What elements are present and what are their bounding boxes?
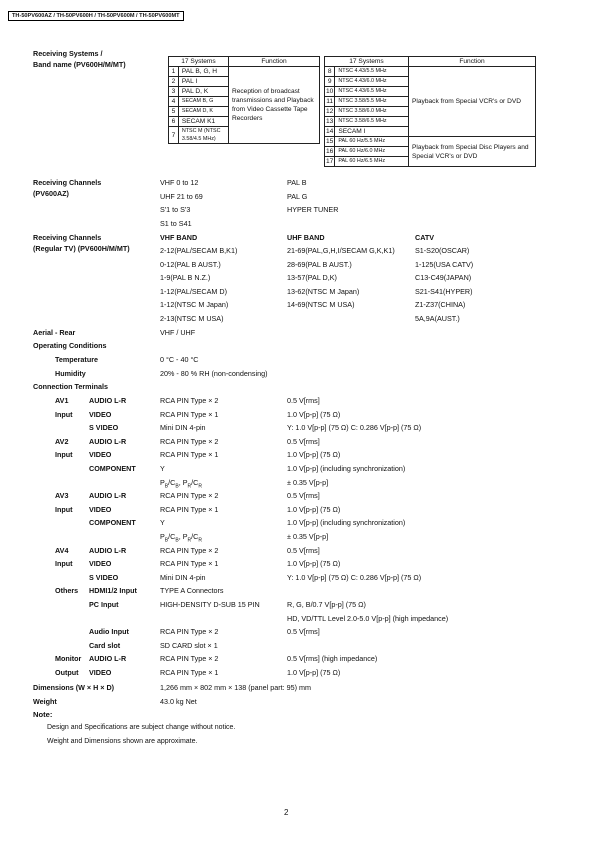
terminal-type: TYPE A Connectors: [160, 586, 224, 596]
uhf-item: 13-62(NTSC M Japan): [287, 287, 360, 296]
right-row-num: 15: [326, 138, 334, 145]
right-row-system: NTSC 3.58/6.0 MHz: [335, 107, 409, 117]
channels-az-label-2: (PV600AZ): [33, 189, 69, 198]
terminal-type: $P_B/C_B$, $P_R/C_R$: [160, 477, 202, 490]
right-row-num: 9: [325, 77, 335, 87]
right-row-system: NTSC 3.58/5.5 MHz: [335, 97, 409, 107]
note-line-1: Design and Specifications are subject change without notice.: [47, 724, 236, 731]
terminal-signal: VIDEO: [89, 409, 112, 419]
catv-item: 5A,9A(AUST.): [415, 314, 460, 323]
terminal-type: Y: [160, 464, 165, 473]
band-table-right: [324, 56, 536, 167]
vhf-item: 2-12(PAL/SECAM B,K1): [160, 246, 238, 255]
terminal-type: RCA PIN Type × 2: [160, 654, 219, 664]
right-row-num: 12: [326, 108, 334, 115]
right-row-system: NTSC 4.43/6.0 MHz: [335, 77, 409, 87]
left-row-system: NTSC M (NTSC 3.58/4.5 MHz): [178, 127, 228, 144]
terminal-group: Input: [55, 559, 73, 569]
terminal-group: AV3: [55, 491, 69, 501]
left-row-num: 4: [169, 97, 179, 107]
left-row-system: SECAM B, G: [178, 97, 228, 107]
band-label-1: Receiving Systems /: [33, 49, 103, 58]
terminal-value: 0.5 V[rms]: [287, 627, 320, 637]
catv-item: S1-S20(OSCAR): [415, 246, 470, 255]
dimensions-value: 1,266 mm × 802 mm × 138 (panel part: 95) mm: [160, 683, 312, 692]
terminal-group: Input: [55, 450, 73, 460]
channels-reg-label-2: (Regular TV) (PV600H/M/MT): [33, 244, 130, 253]
terminal-type: RCA PIN Type × 1: [160, 504, 219, 514]
terminal-value: ± 0.35 V[p-p]: [287, 532, 329, 541]
vhf-item: 1-12(PAL/SECAM D): [160, 287, 227, 296]
left-row-system: SECAM D, K: [178, 107, 228, 117]
humidity-value: 20% - 80 % RH (non-condensing): [160, 369, 268, 378]
catv-head: CATV: [415, 233, 435, 242]
vhf-item: 0-12(PAL B AUST.): [160, 260, 221, 269]
terminal-value: 0.5 V[rms]: [287, 545, 320, 555]
terminal-value: R, G, B/0.7 V[p-p] (75 Ω): [287, 600, 366, 609]
model-header: TH-50PV600AZ / TH-50PV600H / TH-50PV600M / TH-50PV600MT: [8, 11, 184, 21]
terminal-type: $P_B/C_B$, $P_R/C_R$: [160, 532, 202, 544]
terminal-type: RCA PIN Type × 2: [160, 545, 219, 555]
right-row-num: 16: [326, 148, 334, 155]
temperature-value: 0 °C - 40 °C: [160, 355, 199, 364]
right-row-num: 13: [326, 118, 334, 125]
az-row-a: VHF 0 to 12: [160, 178, 199, 187]
left-row-num: 2: [169, 77, 179, 87]
left-row-num: 6: [169, 117, 179, 127]
catv-item: Z1-Z37(CHINA): [415, 300, 466, 309]
terminal-type: RCA PIN Type × 1: [160, 559, 219, 569]
uhf-item: 13-57(PAL D,K): [287, 273, 337, 282]
terminal-type: Mini DIN 4-pin: [160, 423, 206, 433]
terminal-value: 1.0 V[p-p] (75 Ω): [287, 559, 341, 569]
terminal-signal: AUDIO L-R: [89, 654, 127, 664]
terminal-type: RCA PIN Type × 1: [160, 409, 219, 419]
uhf-band-head: UHF BAND: [287, 233, 325, 242]
terminal-value: 0.5 V[rms]: [287, 396, 320, 405]
terminal-value: 1.0 V[p-p] (75 Ω): [287, 450, 341, 460]
left-row-system: PAL D, K: [178, 87, 228, 97]
terminal-signal: AUDIO L-R: [89, 491, 127, 501]
terminal-signal: Card slot: [89, 640, 121, 650]
terminal-type: Mini DIN 4-pin: [160, 572, 206, 582]
terminal-value: 1.0 V[p-p] (75 Ω): [287, 409, 341, 419]
vhf-item: 1-9(PAL B N.Z.): [160, 273, 211, 282]
terminal-group: Input: [55, 504, 73, 514]
catv-item: 1-125(USA CATV): [415, 260, 474, 269]
terminal-type: RCA PIN Type × 1: [160, 668, 219, 677]
terminal-value: 1.0 V[p-p] (75 Ω): [287, 504, 341, 514]
terminal-type: RCA PIN Type × 2: [160, 436, 219, 446]
terminal-group: Monitor: [55, 654, 82, 664]
terminal-type: RCA PIN Type × 2: [160, 627, 219, 637]
terminal-signal: PC Input: [89, 600, 119, 609]
left-row-system: PAL B, G, H: [178, 67, 228, 77]
terminal-type: Y: [160, 518, 165, 528]
humidity-label: Humidity: [55, 369, 86, 378]
right-row-num: 11: [326, 98, 334, 105]
right-row-system: NTSC 4.43/6.5 MHz: [335, 87, 409, 97]
right-row-num: 10: [326, 88, 334, 95]
left-row-num: 1: [169, 67, 179, 77]
terminal-value: 0.5 V[rms]: [287, 436, 320, 446]
terminal-signal: AUDIO L-R: [89, 436, 127, 446]
vhf-band-head: VHF BAND: [160, 233, 198, 242]
right-row-system: PAL 60 Hz/6.5 MHz: [335, 157, 409, 167]
terminal-signal: S VIDEO: [89, 572, 119, 582]
terminal-signal: S VIDEO: [89, 423, 119, 433]
terminal-signal: VIDEO: [89, 559, 112, 569]
terminal-type: RCA PIN Type × 2: [160, 396, 219, 405]
left-row-num: 5: [169, 107, 179, 117]
left-head-systems: 17 Systems: [169, 57, 229, 67]
uhf-item: 14-69(NTSC M USA): [287, 300, 355, 309]
right-function-a: Playback from Special VCR's or DVD: [409, 67, 536, 137]
terminal-value: Y: 1.0 V[p-p] (75 Ω) C: 0.286 V[p-p] (75 Ω): [287, 423, 422, 433]
terminal-type: HIGH-DENSITY D-SUB 15 PIN: [160, 600, 260, 609]
terminal-signal: Audio Input: [89, 627, 129, 637]
right-row-system: SECAM I: [335, 127, 409, 137]
temperature-label: Temperature: [55, 355, 99, 364]
right-row-num: 17: [326, 158, 334, 165]
vhf-item: 2-13(NTSC M USA): [160, 314, 224, 323]
terminal-value: 0.5 V[rms]: [287, 491, 320, 501]
left-function: Reception of broadcast transmissions and Playback from Video Cassette Tape Recorders: [228, 67, 319, 144]
terminal-value: 1.0 V[p-p] (including synchronization): [287, 464, 406, 473]
band-label-2: Band name (PV600H/M/MT): [33, 60, 126, 69]
right-row-system: NTSC 3.58/6.5 MHz: [335, 117, 409, 127]
terminals-label: Connection Terminals: [33, 382, 108, 391]
uhf-item: 28-69(PAL B AUST.): [287, 260, 352, 269]
terminal-type: RCA PIN Type × 2: [160, 491, 219, 501]
terminal-signal: HDMI1/2 Input: [89, 586, 137, 596]
az-row-a: UHF 21 to 69: [160, 192, 203, 201]
terminal-signal: AUDIO L-R: [89, 545, 127, 555]
channels-az-label-1: Receiving Channels: [33, 178, 102, 187]
terminal-value: HD, VD/TTL Level 2.0-5.0 V[p-p] (high impedance): [287, 613, 449, 623]
band-table-left: [168, 56, 320, 144]
terminal-group: Output: [55, 668, 79, 677]
terminal-group: Input: [55, 409, 73, 419]
right-row-num: 8: [325, 67, 335, 77]
terminal-signal: COMPONENT: [89, 464, 136, 473]
weight-label: Weight: [33, 697, 57, 706]
terminal-group: AV2: [55, 436, 69, 446]
terminal-signal: AUDIO L-R: [89, 396, 127, 405]
aerial-value: VHF / UHF: [160, 328, 196, 337]
terminal-type: RCA PIN Type × 1: [160, 450, 219, 460]
channels-reg-label-1: Receiving Channels: [33, 233, 102, 242]
az-row-b: PAL G: [287, 192, 308, 201]
catv-item: C13-C49(JAPAN): [415, 273, 472, 282]
terminal-signal: VIDEO: [89, 668, 112, 677]
az-row-b: PAL B: [287, 178, 307, 187]
left-row-system: SECAM K1: [178, 117, 228, 127]
terminal-value: ± 0.35 V[p-p]: [287, 477, 329, 487]
right-row-system: NTSC 4.43/5.5 MHz: [335, 67, 409, 77]
right-head-systems: 17 Systems: [325, 57, 409, 67]
terminal-type: SD CARD slot × 1: [160, 640, 218, 650]
terminal-group: AV4: [55, 545, 69, 555]
right-row-num: 14: [326, 128, 334, 135]
terminal-value: 1.0 V[p-p] (including synchronization): [287, 518, 406, 528]
left-row-system: PAL I: [178, 77, 228, 87]
weight-value: 43.0 kg Net: [160, 697, 197, 706]
terminal-value: 1.0 V[p-p] (75 Ω): [287, 668, 341, 677]
left-row-num: 7: [169, 127, 179, 144]
right-function-b: Playback from Special Disc Players and Special VCR's or DVD: [409, 137, 536, 167]
terminal-group: Others: [55, 586, 79, 596]
left-row-num: 3: [169, 87, 179, 97]
aerial-label: Aerial - Rear: [33, 328, 76, 337]
vhf-item: 1-12(NTSC M Japan): [160, 300, 229, 309]
az-row-a: S1 to S41: [160, 219, 192, 228]
az-row-b: HYPER TUNER: [287, 205, 339, 214]
uhf-item: 21-69(PAL,G,H,I/SECAM G,K,K1): [287, 246, 395, 255]
terminal-signal: VIDEO: [89, 450, 112, 460]
terminal-group: AV1: [55, 396, 69, 405]
dimensions-label: Dimensions (W × H × D): [33, 683, 115, 692]
note-label: Note:: [33, 710, 53, 719]
right-row-system: PAL 60 Hz/6.0 MHz: [335, 147, 409, 157]
page-number: 2: [284, 808, 289, 817]
operating-label: Operating Conditions: [33, 341, 107, 350]
right-row-system: PAL 60 Hz/5.5 MHz: [335, 137, 409, 147]
right-head-function: Function: [409, 57, 536, 67]
terminal-value: 0.5 V[rms] (high impedance): [287, 654, 378, 664]
terminal-signal: COMPONENT: [89, 518, 136, 528]
note-line-2: Weight and Dimensions shown are approximate.: [47, 738, 198, 745]
terminal-value: Y: 1.0 V[p-p] (75 Ω) C: 0.286 V[p-p] (75 Ω): [287, 572, 422, 582]
left-head-function: Function: [228, 57, 319, 67]
catv-item: S21-S41(HYPER): [415, 287, 473, 296]
az-row-a: S'1 to S'3: [160, 205, 191, 214]
terminal-signal: VIDEO: [89, 504, 112, 514]
